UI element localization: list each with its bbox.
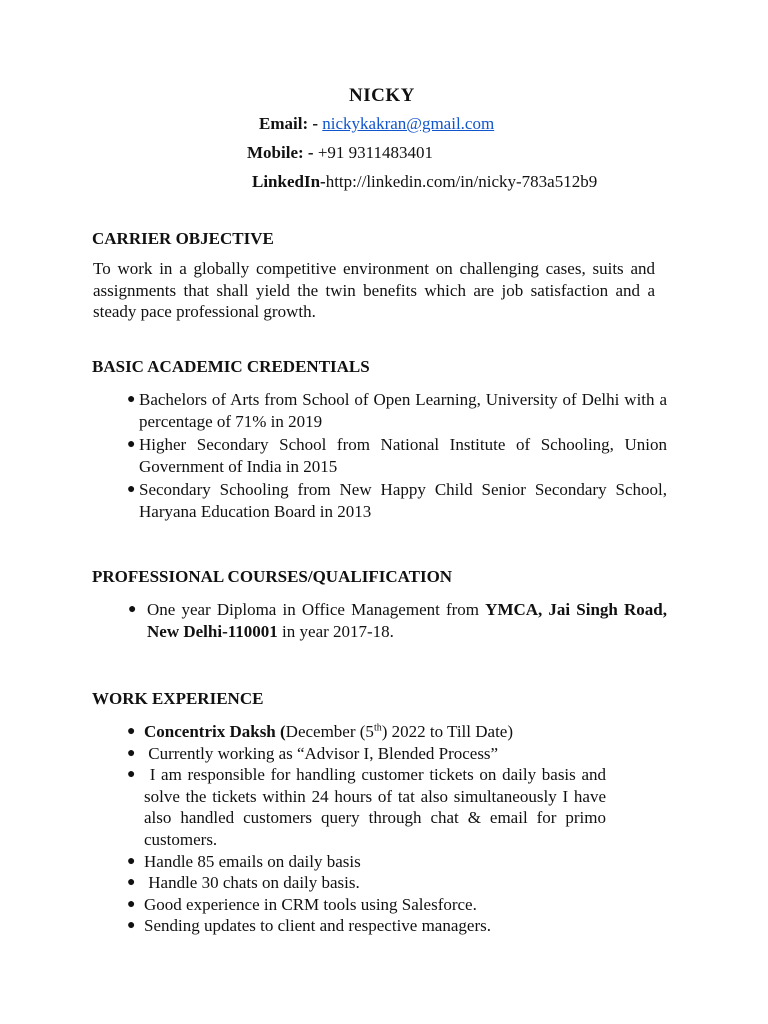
bullet-icon: ●: [127, 767, 136, 783]
academics-heading: BASIC ACADEMIC CREDENTIALS: [92, 357, 370, 376]
bullet-icon: ●: [127, 481, 136, 497]
bullet-icon: ●: [127, 392, 136, 407]
courses-heading: PROFESSIONAL COURSES/QUALIFICATION: [92, 567, 453, 586]
objective-heading: CARRIER OBJECTIVE: [92, 229, 274, 248]
academics-list: [127, 389, 667, 523]
candidate-name: NICKY: [349, 85, 415, 106]
email-link[interactable]: nickykakran@gmail.com: [322, 114, 495, 133]
bullet-icon: ●: [127, 853, 136, 869]
company-name: Concentrix Daksh (: [144, 722, 286, 741]
bullet-icon: ●: [128, 602, 137, 617]
bullet-icon: ●: [127, 918, 136, 934]
list-item: ● Concentrix Daksh (December (5th) 2022 to Till Date): [127, 722, 514, 741]
list-item: ● Bachelors of Arts from School of Open Learning, University of Delhi with a percentage of 71% in 2019: [127, 390, 667, 432]
mobile-line: [247, 143, 433, 163]
bullet-icon: ●: [127, 436, 136, 452]
linkedin-line: [252, 172, 597, 192]
bullet-icon: ●: [127, 745, 136, 761]
list-item: ● Handle 30 chats on daily basis.: [127, 873, 360, 893]
list-item: ● Good experience in CRM tools using Salesforce.: [127, 894, 477, 914]
email-line: [259, 114, 494, 134]
mobile-label: Mobile: -: [247, 143, 314, 162]
list-item: ● One year Diploma in Office Management from YMCA, Jai Singh Road, New Delhi-110001 in year 2017-18.: [128, 600, 668, 642]
list-item: ● Currently working as “Advisor I, Blended Process”: [127, 743, 499, 763]
linkedin-value: http://linkedin.com/in/nicky-783a512b9: [325, 172, 598, 191]
work-list: [127, 721, 607, 937]
mobile-value: +91 9311483401: [317, 143, 434, 162]
list-item: ● Sending updates to client and respective managers.: [127, 916, 491, 936]
courses-list: [128, 599, 668, 644]
work-heading: WORK EXPERIENCE: [92, 689, 264, 708]
list-item: ● I am responsible for handling customer tickets on daily basis and solve the tickets within 24 hours of tat also simultaneously I have also handled customers query through chat & email for primo customers.: [127, 765, 607, 849]
email-label: Email: -: [259, 114, 319, 133]
bullet-icon: ●: [127, 875, 136, 891]
objective-text: To work in a globally competitive environment on challenging cases, suits and assignments that shall yield the twin benefits which are job satisfaction and a steady pace professional growth.: [93, 259, 655, 321]
linkedin-label: LinkedIn-: [252, 172, 326, 191]
bullet-icon: ●: [127, 896, 136, 912]
list-item: ● Handle 85 emails on daily basis: [127, 851, 361, 871]
list-item: ● Higher Secondary School from National Institute of Schooling, Union Government of India in 2015: [127, 434, 667, 477]
list-item: ● Secondary Schooling from New Happy Child Senior Secondary School, Haryana Education Board in 2013: [127, 479, 667, 522]
bullet-icon: ●: [127, 724, 136, 739]
